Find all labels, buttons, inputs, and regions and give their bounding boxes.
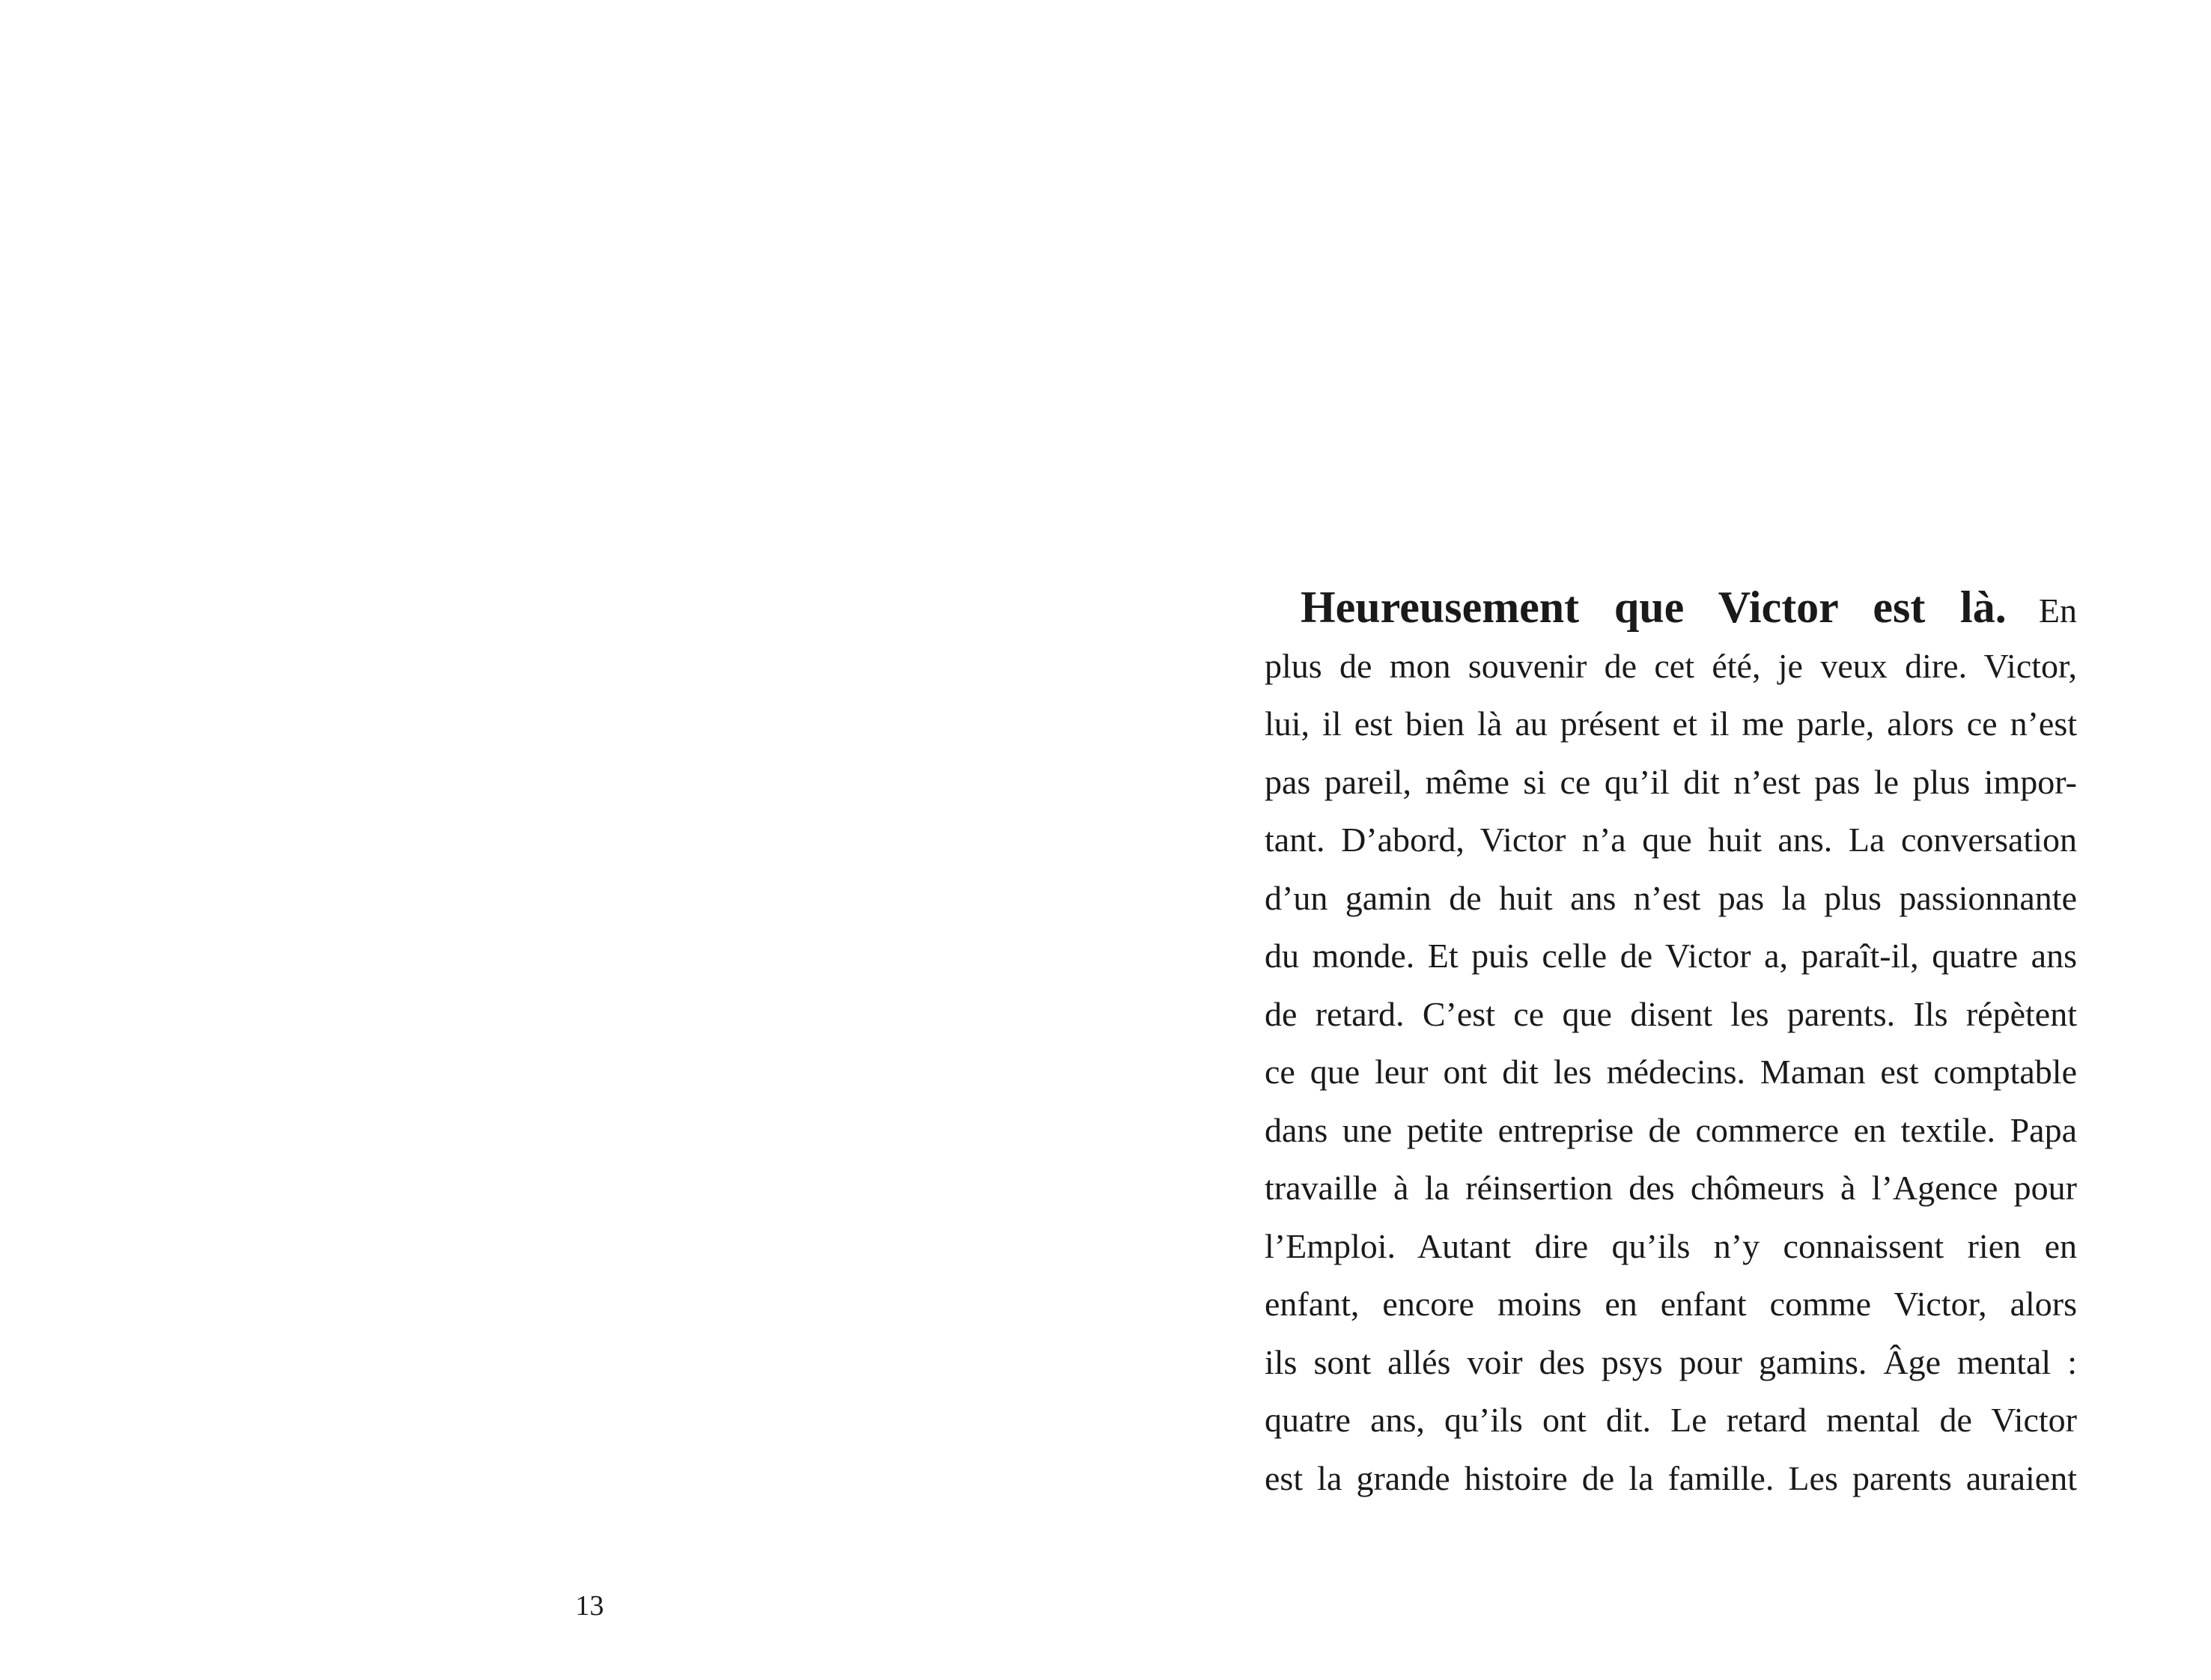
text-line: l’Emploi. Autant dire qu’ils n’y connaissent rien en <box>1265 1226 2077 1265</box>
text-line: quatre ans, qu’ils ont dit. Le retard mental de Victor <box>1265 1401 2077 1439</box>
text-line: travaille à la réinsertion des chômeurs à l’Agence pour <box>1265 1169 2077 1207</box>
page-number: 13 <box>575 1590 604 1622</box>
text-line: ce que leur ont dit les médecins. Maman est comptable <box>1265 1053 2077 1091</box>
lead-in-heading: Heureusement que Victor est là. <box>1301 582 2007 632</box>
right-page <box>1105 0 2211 1680</box>
text-line: dans une petite entreprise de commerce en textile. Papa <box>1265 1110 2077 1149</box>
text-line: enfant, encore moins en enfant comme Victor, alors <box>1265 1285 2077 1323</box>
first-line <box>1265 579 2077 637</box>
text-line: du monde. Et puis celle de Victor a, paraît-il, quatre ans <box>1265 937 2077 975</box>
left-page-blank <box>0 0 1105 1680</box>
text-line: est la grande histoire de la famille. Les parents auraient <box>1265 1458 2077 1497</box>
text-line: tant. D’abord, Victor n’a que huit ans. La conversation <box>1265 821 2077 859</box>
text-line: plus de mon souvenir de cet été, je veux dire. Victor, <box>1265 646 2077 685</box>
body-text <box>1265 579 2077 1507</box>
text-line: lui, il est bien là au présent et il me parle, alors ce n’est <box>1265 704 2077 743</box>
text-line: pas pareil, même si ce qu’il dit n’est pas le plus impor- <box>1265 762 2077 801</box>
text-line: ils sont allés voir des psys pour gamins. Âge mental : <box>1265 1342 2077 1381</box>
first-line-continuation: En <box>2038 591 2078 630</box>
text-line: d’un gamin de huit ans n’est pas la plus passionnante <box>1265 878 2077 917</box>
text-line: de retard. C’est ce que disent les parents. Ils répètent <box>1265 994 2077 1033</box>
